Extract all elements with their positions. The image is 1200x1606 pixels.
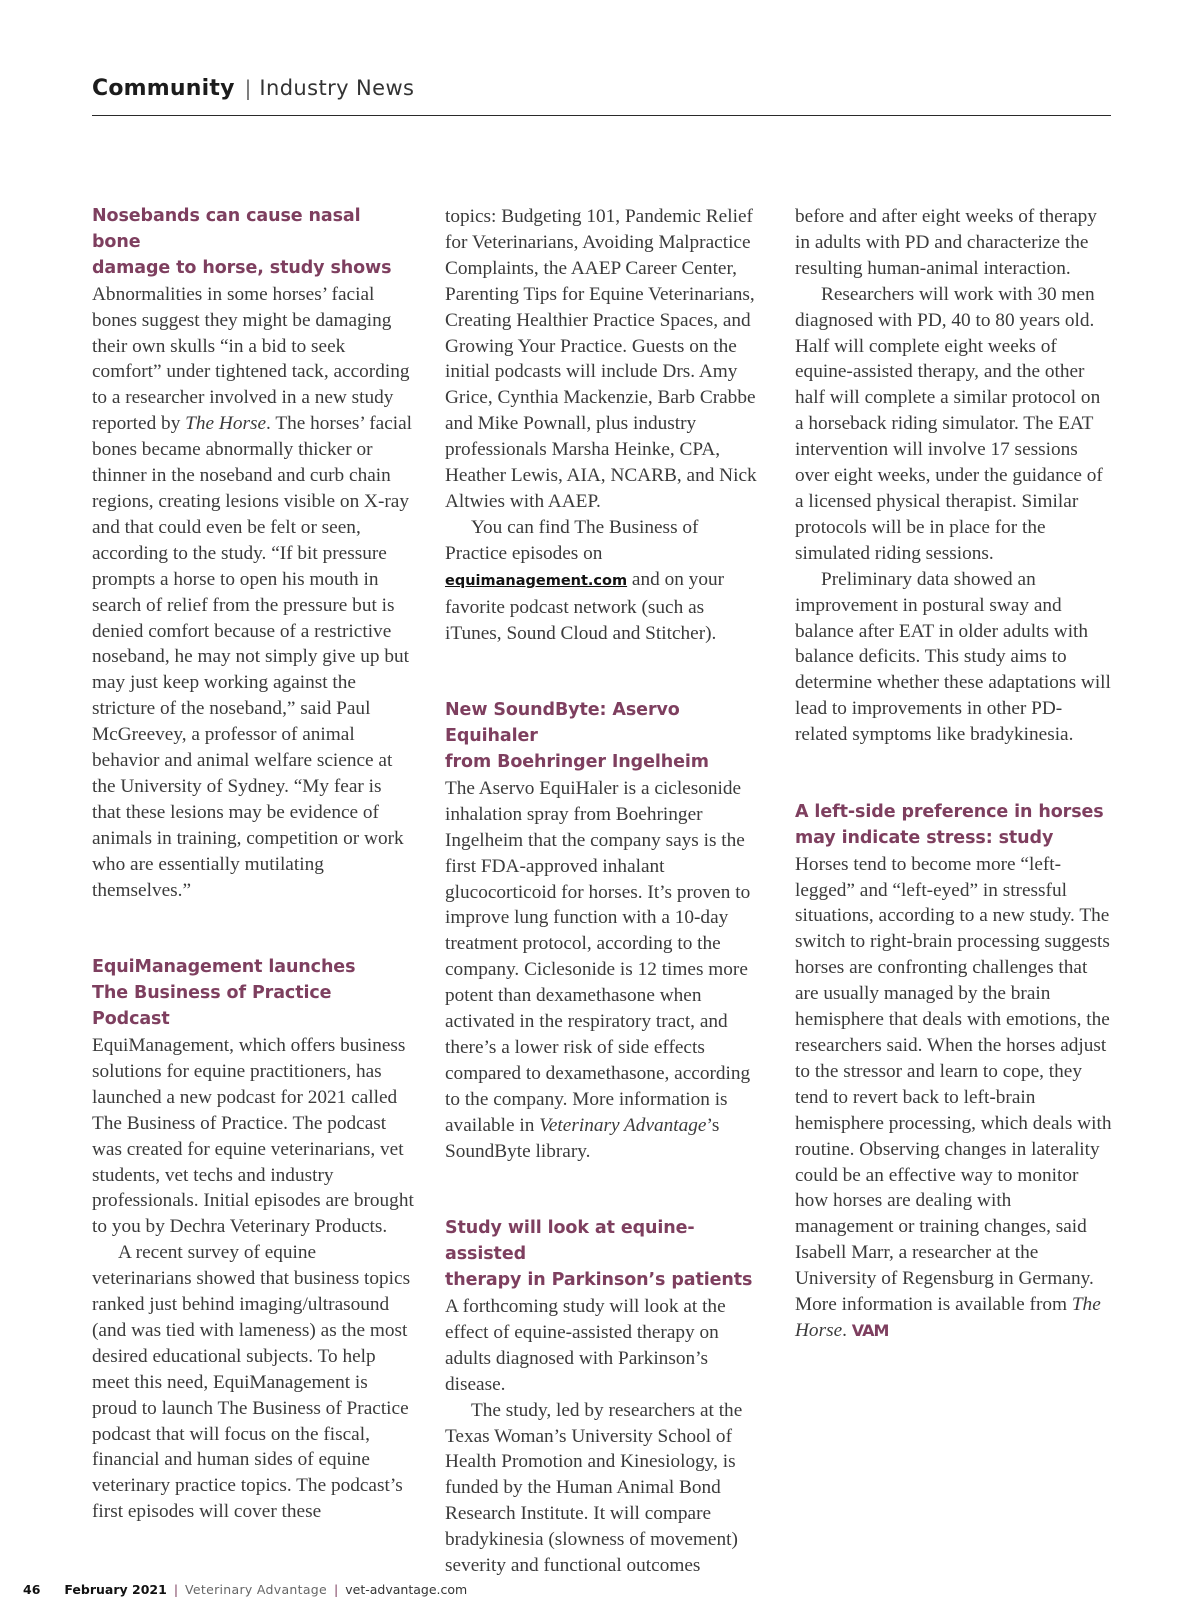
headline-line: damage to horse, study shows — [92, 257, 392, 278]
text-run: You can find The Business of Practice episodes on — [445, 516, 699, 564]
spacer — [445, 646, 763, 698]
article-paragraph: Researchers will work with 30 men diagnosed with PD, 40 to 80 years old. Half will complete eight weeks of equine-assisted therapy, and the other half will complete a similar protocol on a horseback riding simulator. The EAT intervention will involve 17 sessions over eight weeks, under the guidance of a licensed physical therapist. Similar protocols will be in place for the simulated riding sessions. — [795, 283, 1103, 564]
article-paragraph: Preliminary data showed an improvement in postural sway and balance after EAT in older adults with balance deficits. This study aims to determine whether these adaptations will lead to improvements in other PD-related symptoms like bradykinesia. — [795, 568, 1111, 746]
article-headline — [445, 1216, 763, 1294]
text-run: Horses tend to become more “left-legged” and “left-eyed” in stressful situations, according to a new study. The switch to right-brain processing suggests horses are confronting challenges that are usually managed by the brain hemisphere that deals with emotions, the researchers said. When the horses adjust to the stressor and learn to cope, they tend to revert back to left-brain hemisphere processing, which deals with routine. Observing changes in laterality could be an effective way to monitor how horses are dealing with management or training changes, said Isabell Marr, a researcher at the University of Regensburg in Germany. More information is available from — [795, 853, 1112, 1316]
footer-separator: | — [334, 1582, 339, 1597]
article-headline — [795, 800, 1113, 852]
column-3 — [795, 204, 1113, 1344]
article-headline — [445, 698, 763, 776]
headline-line: A left-side preference in horses — [795, 801, 1104, 822]
headline-line: from Boehringer Ingelheim — [445, 752, 709, 773]
article-paragraph: The study, led by researchers at the Texas Woman’s University School of Health Promotion and Kinesiology, is funded by the Human Animal Bond Research Institute. It will compare bradykinesia (slowness of movement) severity and functional outcomes — [445, 1399, 743, 1577]
headline-line: The Business of Practice Podcast — [92, 983, 332, 1030]
page-number: 46 — [23, 1582, 41, 1597]
text-run: . The horses’ facial bones became abnormally thicker or thinner in the noseband and curb chain regions, creating lesions visible on X-ray and that could even be felt or seen, according to the study. “If bit pressure prompts a horse to open his mouth in search of relief from the pressure but is denied comfort because of a restrictive noseband, he may not simply give up but may just keep working against the stricture of the noseband,” said Paul McGreevey, a professor of animal behavior and animal welfare science at the University of Sydney. “My fear is that these lesions may be evidence of animals in training, competition or work who are essentially mutilating themselves.” — [92, 413, 413, 901]
magazine-url: vet-advantage.com — [345, 1582, 468, 1597]
end-mark-logo: VAM — [851, 1320, 889, 1340]
section-title: Community — [92, 76, 235, 101]
publication-title: Veterinary Advantage — [539, 1114, 707, 1136]
article-paragraph: A forthcoming study will look at the effect of equine-assisted therapy on adults diagnosed with Parkinson’s disease. — [445, 1296, 726, 1395]
headline-line: EquiManagement launches — [92, 957, 356, 978]
spacer — [795, 748, 1113, 800]
publication-title: The Horse — [795, 1294, 1101, 1341]
spacer — [445, 1165, 763, 1217]
headline-line: may indicate stress: study — [795, 827, 1054, 848]
text-run: The Aservo EquiHaler is a ciclesonide inhalation spray from Boehringer Ingelheim that the company says is the first FDA-approved inhalant glucocorticoid for horses. It’s proven to improve lung function with a 10-day treatment protocol, according to the company. Ciclesonide is 12 times more potent than dexamethasone when activated in the respiratory tract, and there’s a lower risk of side effects compared to dexamethasone, according to the company. More information is available in — [445, 777, 751, 1136]
text-run: ’s SoundByte library. — [445, 1114, 720, 1162]
headline-line: Study will look at equine-assisted — [445, 1218, 695, 1265]
column-2 — [445, 204, 763, 1579]
article-paragraph: A recent survey of equine veterinarians showed that business topics ranked just behind imaging/ultrasound (and was tied with lameness) as the most desired educational subjects. To help meet this need, EquiManagement is proud to launch The Business of Practice podcast that will focus on the fiscal, financial and human sides of equine veterinary practice topics. The podcast’s first episodes will cover these — [92, 1242, 411, 1523]
podcast-link[interactable]: equimanagement.com — [445, 572, 628, 589]
text-run: and on your favorite podcast network (such as iTunes, Sound Cloud and Stitcher). — [445, 568, 725, 644]
article-paragraph — [445, 515, 763, 647]
article-paragraph: before and after eight weeks of therapy in adults with PD and characterize the resulting human-animal interaction. — [795, 206, 1097, 279]
magazine-name: Veterinary Advantage — [185, 1582, 328, 1597]
headline-line: New SoundByte: Aservo Equihaler — [445, 700, 680, 747]
footer-separator: | — [173, 1582, 179, 1597]
article-paragraph: EquiManagement, which offers business solutions for equine practitioners, has launched a new podcast for 2021 called The Business of Practice. The podcast was created for equine veterinarians, vet students, vet techs and industry professionals. Initial episodes are brought to you by Dechra Veterinary Products. — [92, 1034, 414, 1238]
spacer — [92, 903, 414, 955]
publication-title: The Horse — [185, 413, 267, 435]
article-headline — [92, 204, 414, 282]
article-paragraph: topics: Budgeting 101, Pandemic Relief for Veterinarians, Avoiding Malpractice Complaints, the AAEP Career Center, Parenting Tips for Equine Veterinarians, Creating Healthier Practice Spaces, and Growing Your Practice. Guests on the initial podcasts will include Drs. Amy Grice, Cynthia Mackenzie, Barb Crabbe and Mike Pownall, plus industry professionals Marsha Heinke, CPA, Heather Lewis, AIA, NCARB, and Nick Altwies with AAEP. — [445, 206, 757, 512]
page-footer — [23, 1582, 467, 1597]
article-headline — [92, 955, 414, 1033]
section-subtitle: Industry News — [259, 76, 415, 100]
article-paragraph — [445, 776, 763, 1165]
header-separator: | — [244, 76, 252, 100]
article-paragraph — [92, 282, 414, 904]
text-run: . — [842, 1319, 847, 1341]
text-run: Abnormalities in some horses’ facial bones suggest they might be damaging their own skulls “in a bid to seek comfort” under tightened tack, according to a researcher involved in a new study reported by — [92, 283, 410, 435]
issue-date: February 2021 — [64, 1582, 167, 1597]
headline-line: therapy in Parkinson’s patients — [445, 1270, 753, 1291]
article-paragraph — [795, 852, 1113, 1344]
column-1 — [92, 204, 414, 1525]
page-header — [92, 76, 1111, 116]
headline-line: Nosebands can cause nasal bone — [92, 206, 361, 252]
